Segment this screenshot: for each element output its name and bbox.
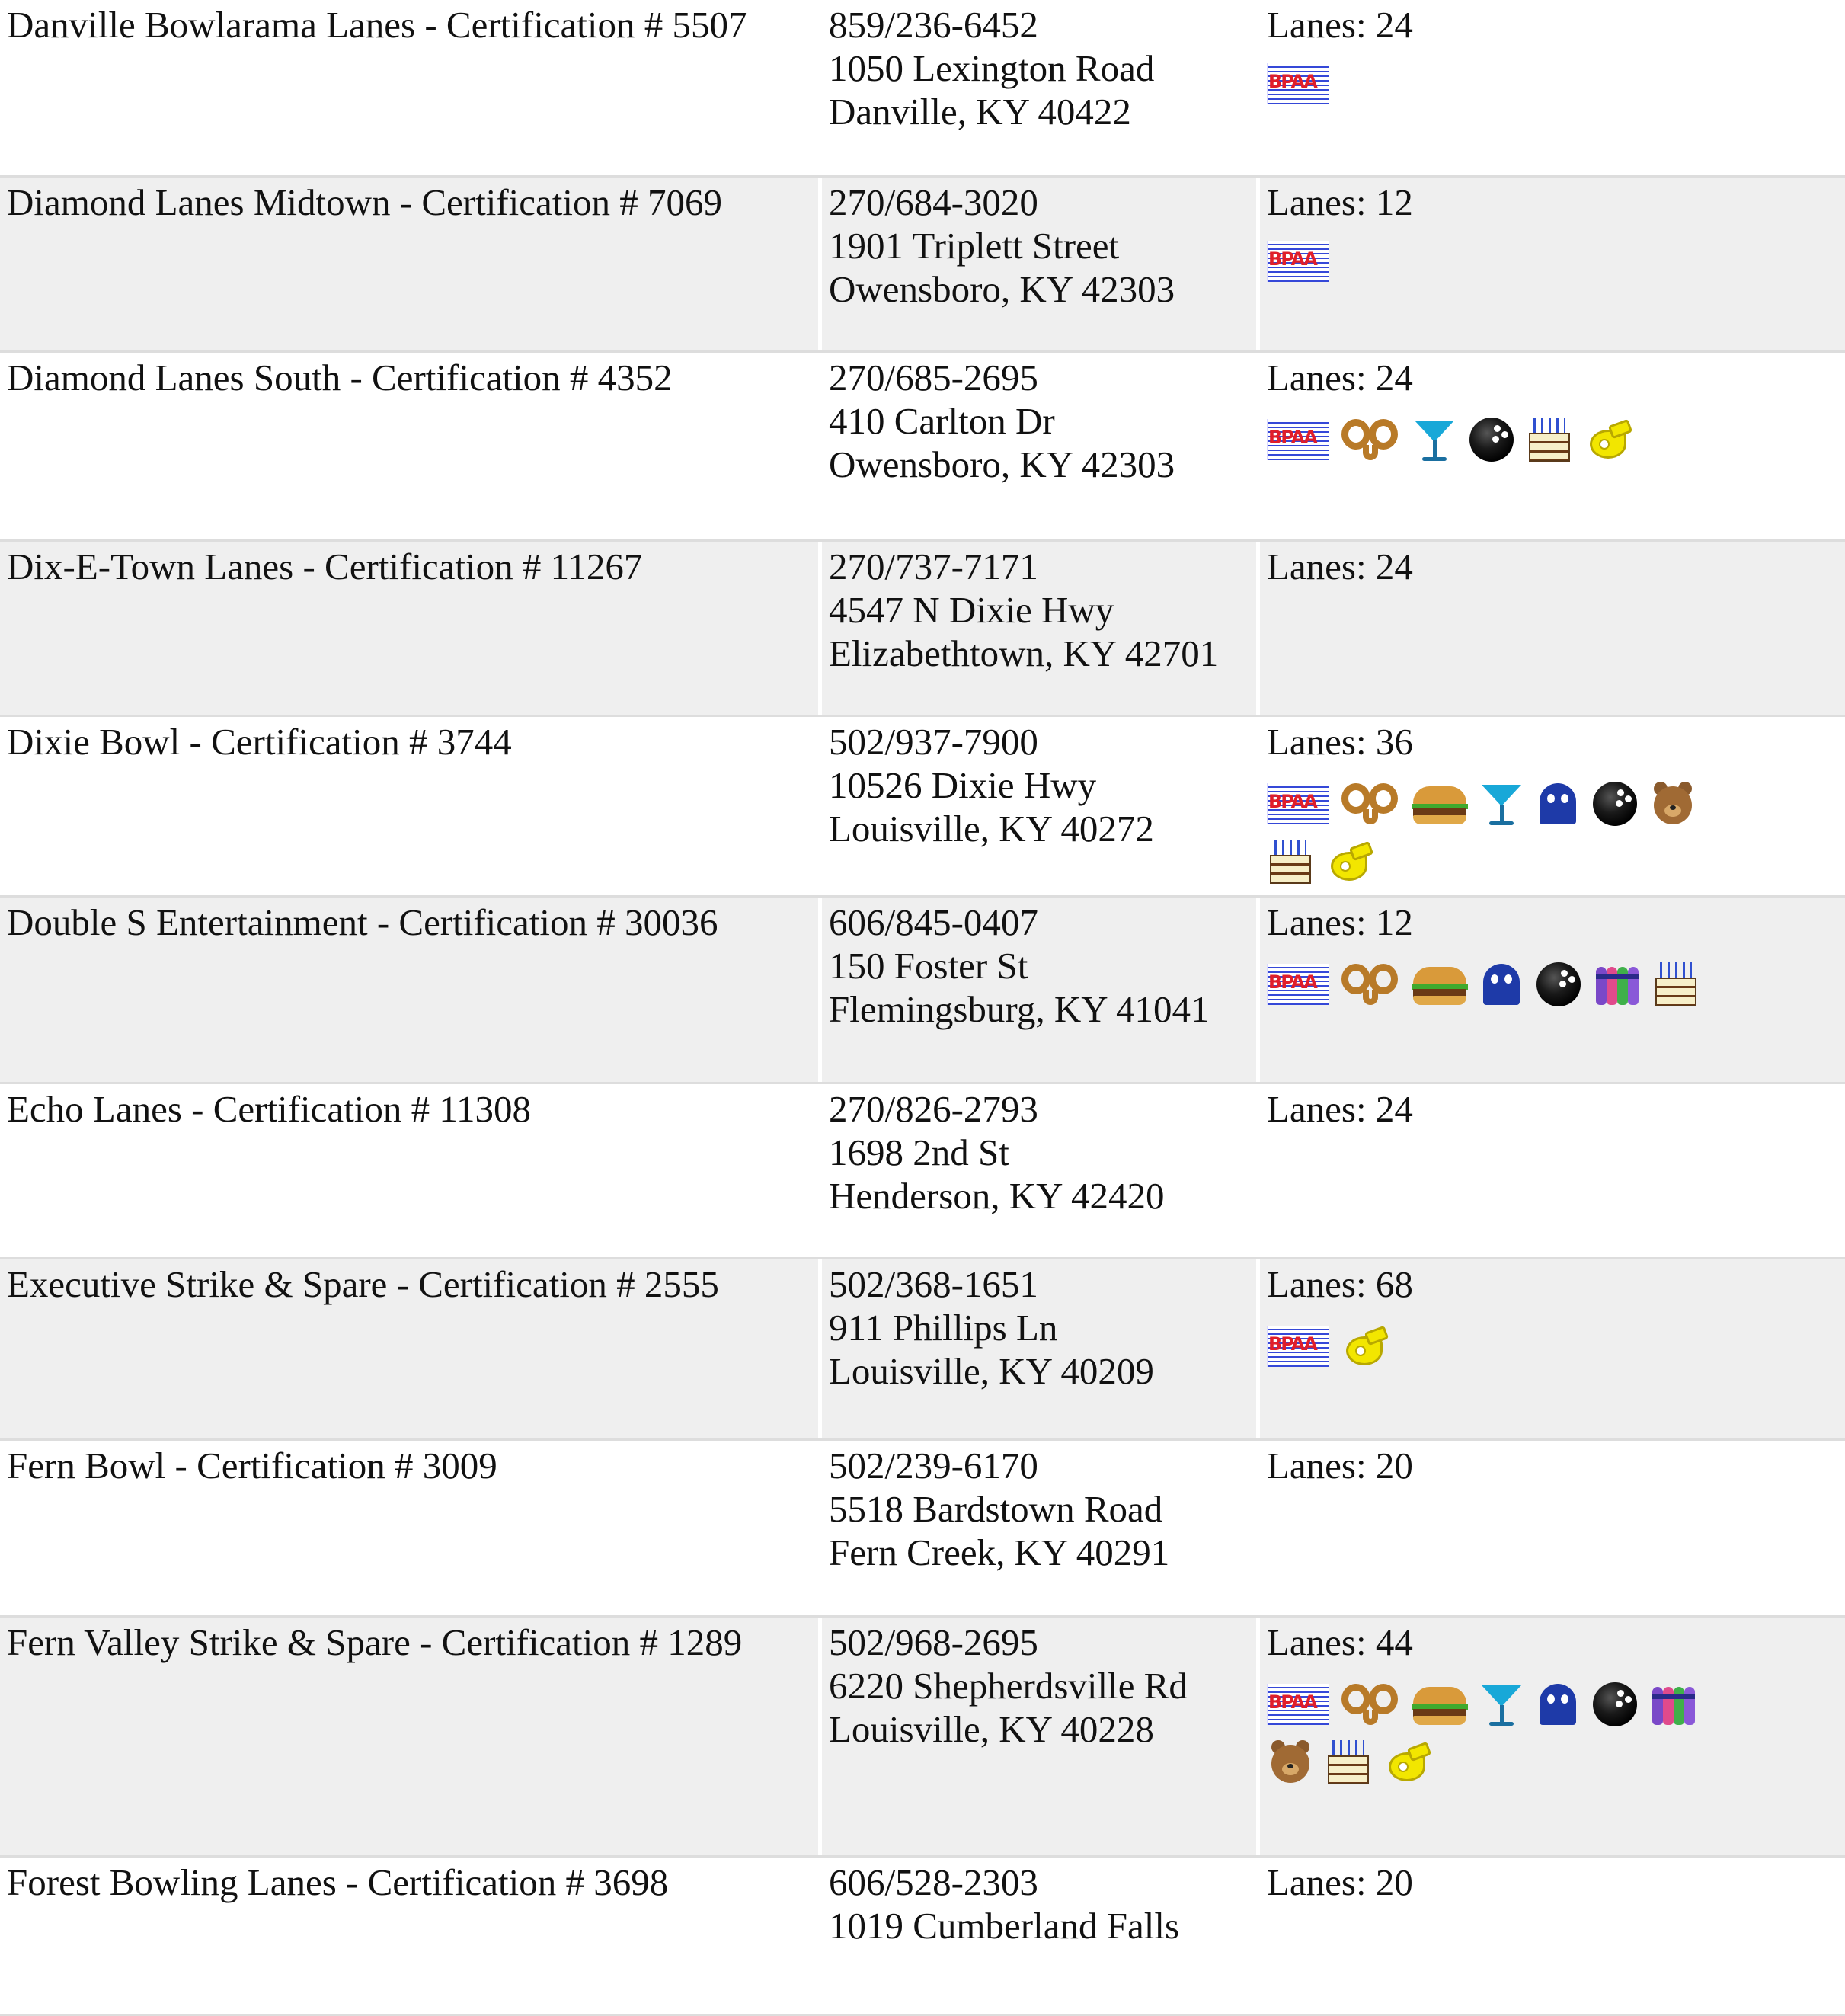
contact-cell [822, 898, 1256, 1082]
martini-icon [1412, 416, 1457, 463]
phone-number: 502/937-7900 [829, 721, 1038, 763]
lane-count: Lanes: 12 [1267, 901, 1413, 943]
amenity-icons [1267, 780, 1739, 885]
phone-number: 859/236-6452 [829, 4, 1038, 46]
center-name-cell [0, 542, 818, 715]
center-name-cell [0, 353, 818, 539]
bear-icon [1267, 1739, 1314, 1786]
phone-number: 606/528-2303 [829, 1861, 1038, 1903]
bowling-ball-icon [1591, 1681, 1639, 1728]
martini-icon [1479, 1681, 1524, 1728]
bpaa-icon [1267, 1684, 1329, 1725]
center-name-cell [0, 1618, 818, 1855]
center-name-cell [0, 178, 818, 350]
center-name: Fern Valley Strike & Spare - Certification # 1289 [7, 1621, 743, 1663]
amenity-icons [1267, 1323, 1739, 1370]
lane-count: Lanes: 24 [1267, 357, 1413, 398]
phone-number: 270/685-2695 [829, 357, 1038, 398]
contact-cell [822, 1618, 1256, 1855]
street-address: 1019 Cumberland Falls [829, 1905, 1180, 1947]
amenity-icons [1267, 961, 1739, 1008]
street-address: 911 Phillips Ln [829, 1307, 1058, 1349]
bowling-ball-icon [1468, 416, 1515, 463]
table-row [0, 1618, 1845, 1858]
lanes-cell [1260, 0, 1845, 175]
lanes-cell [1260, 178, 1845, 350]
bowling-ball-icon [1535, 961, 1582, 1008]
martini-icon [1479, 780, 1524, 827]
lane-count: Lanes: 24 [1267, 4, 1413, 46]
table-row [0, 1441, 1845, 1618]
contact-cell [822, 1084, 1256, 1257]
whistle-icon [1340, 1323, 1390, 1370]
city-state-zip: Owensboro, KY 42303 [829, 268, 1175, 310]
street-address: 1901 Triplett Street [829, 225, 1120, 267]
table-row [0, 898, 1845, 1084]
pretzel-icon [1340, 961, 1401, 1008]
cake-icon [1526, 416, 1573, 463]
center-name: Echo Lanes - Certification # 11308 [7, 1088, 532, 1130]
center-name-cell [0, 1441, 818, 1615]
burger-icon [1412, 961, 1468, 1008]
street-address: 150 Foster St [829, 945, 1028, 987]
phone-number: 270/826-2793 [829, 1088, 1038, 1130]
street-address: 1698 2nd St [829, 1131, 1009, 1173]
table-row [0, 1259, 1845, 1441]
table-row [0, 0, 1845, 178]
whistle-icon [1383, 1739, 1433, 1786]
lanes-cell [1260, 898, 1845, 1082]
city-state-zip: Fern Creek, KY 40291 [829, 1531, 1170, 1573]
bpaa-icon [1267, 419, 1329, 460]
street-address: 5518 Bardstown Road [829, 1488, 1163, 1530]
ghost-icon [1479, 961, 1524, 1008]
lane-count: Lanes: 12 [1267, 181, 1413, 223]
burger-icon [1412, 780, 1468, 827]
center-name: Forest Bowling Lanes - Certification # 3698 [7, 1861, 669, 1903]
center-name: Diamond Lanes South - Certification # 4352 [7, 357, 673, 398]
cake-icon [1325, 1739, 1372, 1786]
amenity-icons [1267, 1681, 1739, 1786]
center-name-cell [0, 1084, 818, 1257]
pretzel-icon [1340, 780, 1401, 827]
ghost-icon [1535, 1681, 1581, 1728]
lanes-cell [1260, 1858, 1845, 2014]
center-name-cell [0, 717, 818, 895]
burger-icon [1412, 1681, 1468, 1728]
center-name: Fern Bowl - Certification # 3009 [7, 1445, 497, 1486]
lane-count: Lanes: 20 [1267, 1861, 1413, 1903]
bpaa-icon [1267, 241, 1329, 282]
phone-number: 270/737-7171 [829, 546, 1038, 587]
lane-count: Lanes: 44 [1267, 1621, 1413, 1663]
table-row [0, 1858, 1845, 2016]
street-address: 1050 Lexington Road [829, 47, 1155, 89]
pretzel-icon [1340, 1681, 1401, 1728]
contact-cell [822, 542, 1256, 715]
city-state-zip: Louisville, KY 40228 [829, 1708, 1154, 1750]
center-name: Diamond Lanes Midtown - Certification # 7069 [7, 181, 722, 223]
contact-cell [822, 717, 1256, 895]
table-row [0, 542, 1845, 717]
contact-cell [822, 353, 1256, 539]
phone-number: 502/239-6170 [829, 1445, 1038, 1486]
center-name: Executive Strike & Spare - Certification # 2555 [7, 1263, 719, 1305]
lanes-cell [1260, 1618, 1845, 1855]
phone-number: 502/968-2695 [829, 1621, 1038, 1663]
center-name-cell [0, 898, 818, 1082]
table-row [0, 717, 1845, 898]
street-address: 10526 Dixie Hwy [829, 764, 1097, 806]
cake-icon [1652, 961, 1700, 1008]
city-state-zip: Henderson, KY 42420 [829, 1175, 1165, 1217]
lanes-cell [1260, 1259, 1845, 1438]
city-state-zip: Owensboro, KY 42303 [829, 443, 1175, 485]
center-name-cell [0, 1259, 818, 1438]
cake-icon [1267, 838, 1314, 885]
center-name: Dixie Bowl - Certification # 3744 [7, 721, 512, 763]
phone-number: 606/845-0407 [829, 901, 1038, 943]
lane-count: Lanes: 24 [1267, 1088, 1413, 1130]
lane-count: Lanes: 36 [1267, 721, 1413, 763]
contact-cell [822, 1259, 1256, 1438]
lanes-cell [1260, 1084, 1845, 1257]
contact-cell [822, 178, 1256, 350]
city-state-zip: Louisville, KY 40209 [829, 1350, 1154, 1392]
table-row [0, 1084, 1845, 1259]
phone-number: 270/684-3020 [829, 181, 1038, 223]
center-name-cell [0, 1858, 818, 2014]
amenity-icons [1267, 416, 1739, 463]
ghost-icon [1535, 780, 1581, 827]
center-name: Double S Entertainment - Certification # 30036 [7, 901, 718, 943]
bpaa-icon [1267, 783, 1329, 824]
amenity-icons [1267, 63, 1739, 104]
lanes-cell [1260, 353, 1845, 539]
street-address: 4547 N Dixie Hwy [829, 589, 1114, 631]
bpaa-icon [1267, 63, 1329, 104]
street-address: 410 Carlton Dr [829, 400, 1055, 442]
phone-number: 502/368-1651 [829, 1263, 1038, 1305]
lane-count: Lanes: 24 [1267, 546, 1413, 587]
center-name-cell [0, 0, 818, 175]
pins-icon [1649, 1681, 1698, 1728]
table-row [0, 353, 1845, 542]
whistle-icon [1325, 838, 1375, 885]
city-state-zip: Elizabethtown, KY 42701 [829, 632, 1219, 674]
lanes-cell [1260, 717, 1845, 895]
center-name: Danville Bowlarama Lanes - Certification # 5507 [7, 4, 747, 46]
lanes-cell [1260, 1441, 1845, 1615]
pins-icon [1593, 961, 1642, 1008]
contact-cell [822, 1858, 1256, 2014]
lanes-cell [1260, 542, 1845, 715]
city-state-zip: Danville, KY 40422 [829, 91, 1131, 133]
contact-cell [822, 1441, 1256, 1615]
pretzel-icon [1340, 416, 1401, 463]
city-state-zip: Louisville, KY 40272 [829, 808, 1154, 850]
contact-cell [822, 0, 1256, 175]
bowling-ball-icon [1591, 780, 1639, 827]
bear-icon [1649, 780, 1696, 827]
bpaa-icon [1267, 1326, 1329, 1367]
street-address: 6220 Shepherdsville Rd [829, 1665, 1188, 1707]
city-state-zip: Flemingsburg, KY 41041 [829, 988, 1210, 1030]
bpaa-icon [1267, 964, 1329, 1005]
amenity-icons [1267, 241, 1739, 282]
lane-count: Lanes: 68 [1267, 1263, 1413, 1305]
lane-count: Lanes: 20 [1267, 1445, 1413, 1486]
center-name: Dix-E-Town Lanes - Certification # 11267 [7, 546, 643, 587]
table-row [0, 178, 1845, 353]
whistle-icon [1584, 416, 1634, 463]
